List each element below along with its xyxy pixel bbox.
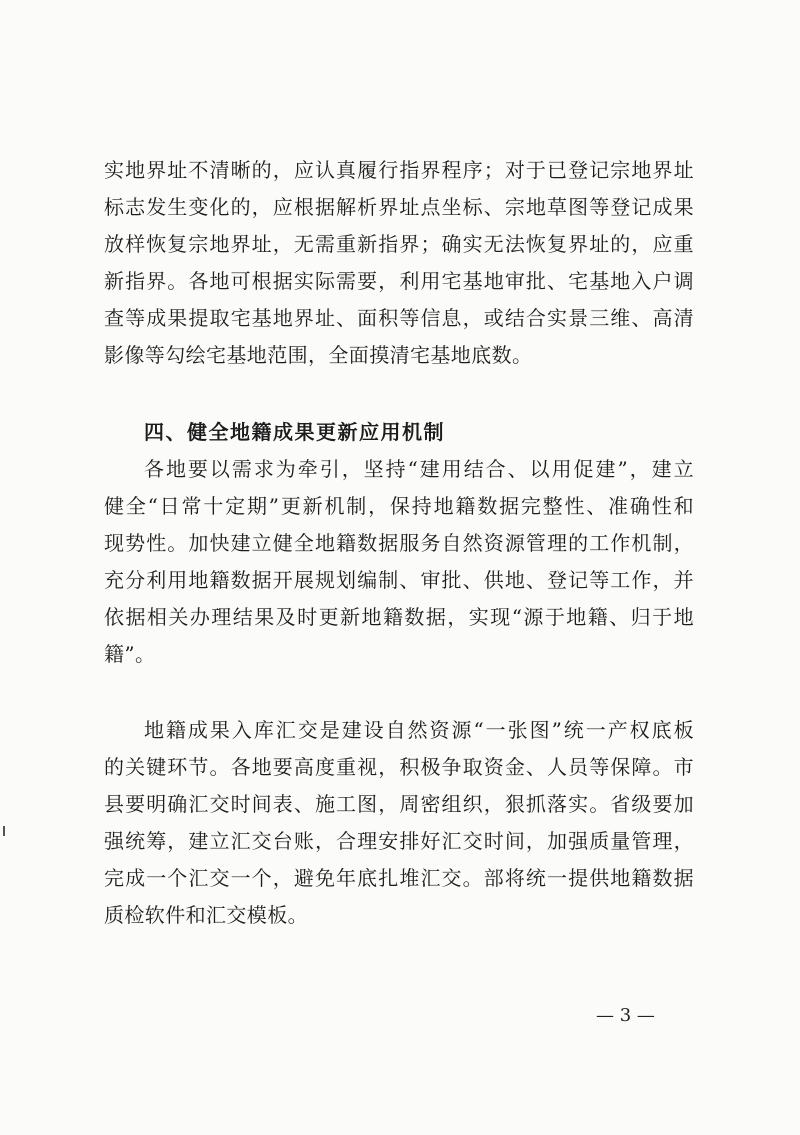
paragraph-1-line: 实地界址不清晰的，应认真履行指界程序；对于已登记宗地界址: [104, 158, 694, 182]
paragraph-3-line: 强统筹，建立汇交台账，合理安排好汇交时间，加强质量管理，: [104, 829, 694, 853]
paragraph-2-line: 依据相关办理结果及时更新地籍数据，实现“源于地籍、归于地: [104, 605, 694, 629]
paragraph-2-line: 健全“日常十定期”更新机制，保持地籍数据完整性、准确性和: [104, 494, 694, 518]
paragraph-2-line: 现势性。加快建立健全地籍数据服务自然资源管理的工作机制，: [104, 531, 694, 555]
page-number: — 3 —: [596, 1005, 655, 1026]
paragraph-3-line: 的关键环节。各地要高度重视，积极争取资金、人员等保障。市: [104, 755, 694, 779]
paragraph-1: [104, 152, 694, 374]
paragraph-3: [104, 712, 694, 934]
paragraph-1-line: 放样恢复宗地界址，无需重新指界；确实无法恢复界址的，应重: [104, 232, 694, 256]
paragraph-2-line: 充分利用地籍数据开展规划编制、审批、供地、登记等工作，并: [104, 568, 694, 592]
paragraph-1-line: 查等成果提取宅基地界址、面积等信息，或结合实景三维、高清: [104, 306, 694, 330]
paragraph-3-line: 完成一个汇交一个，避免年底扎堆汇交。部将统一提供地籍数据: [104, 866, 694, 890]
paragraph-3-line: 地籍成果入库汇交是建设自然资源“一张图”统一产权底板: [144, 718, 694, 742]
paragraph-2-line: 各地要以需求为牵引，坚持“建用结合、以用促建”，建立: [144, 457, 694, 481]
paragraph-3-line: 质检软件和汇交模板。: [104, 903, 308, 927]
paragraph-1-line: 新指界。各地可根据实际需要，利用宅基地审批、宅基地入户调: [104, 269, 694, 293]
paragraph-3-line: 县要明确汇交时间表、施工图，周密组织，狠抓落实。省级要加: [104, 792, 694, 816]
paragraph-2-line: 籍”。: [104, 642, 156, 666]
paragraph-2: [104, 451, 694, 673]
paragraph-1-line: 影像等勾绘宅基地范围，全面摸清宅基地底数。: [104, 343, 533, 367]
section-heading: 四、健全地籍成果更新应用机制: [144, 420, 445, 444]
paragraph-1-line: 标志发生变化的，应根据解析界址点坐标、宗地草图等登记成果: [104, 195, 694, 219]
scan-mark: [3, 826, 5, 836]
